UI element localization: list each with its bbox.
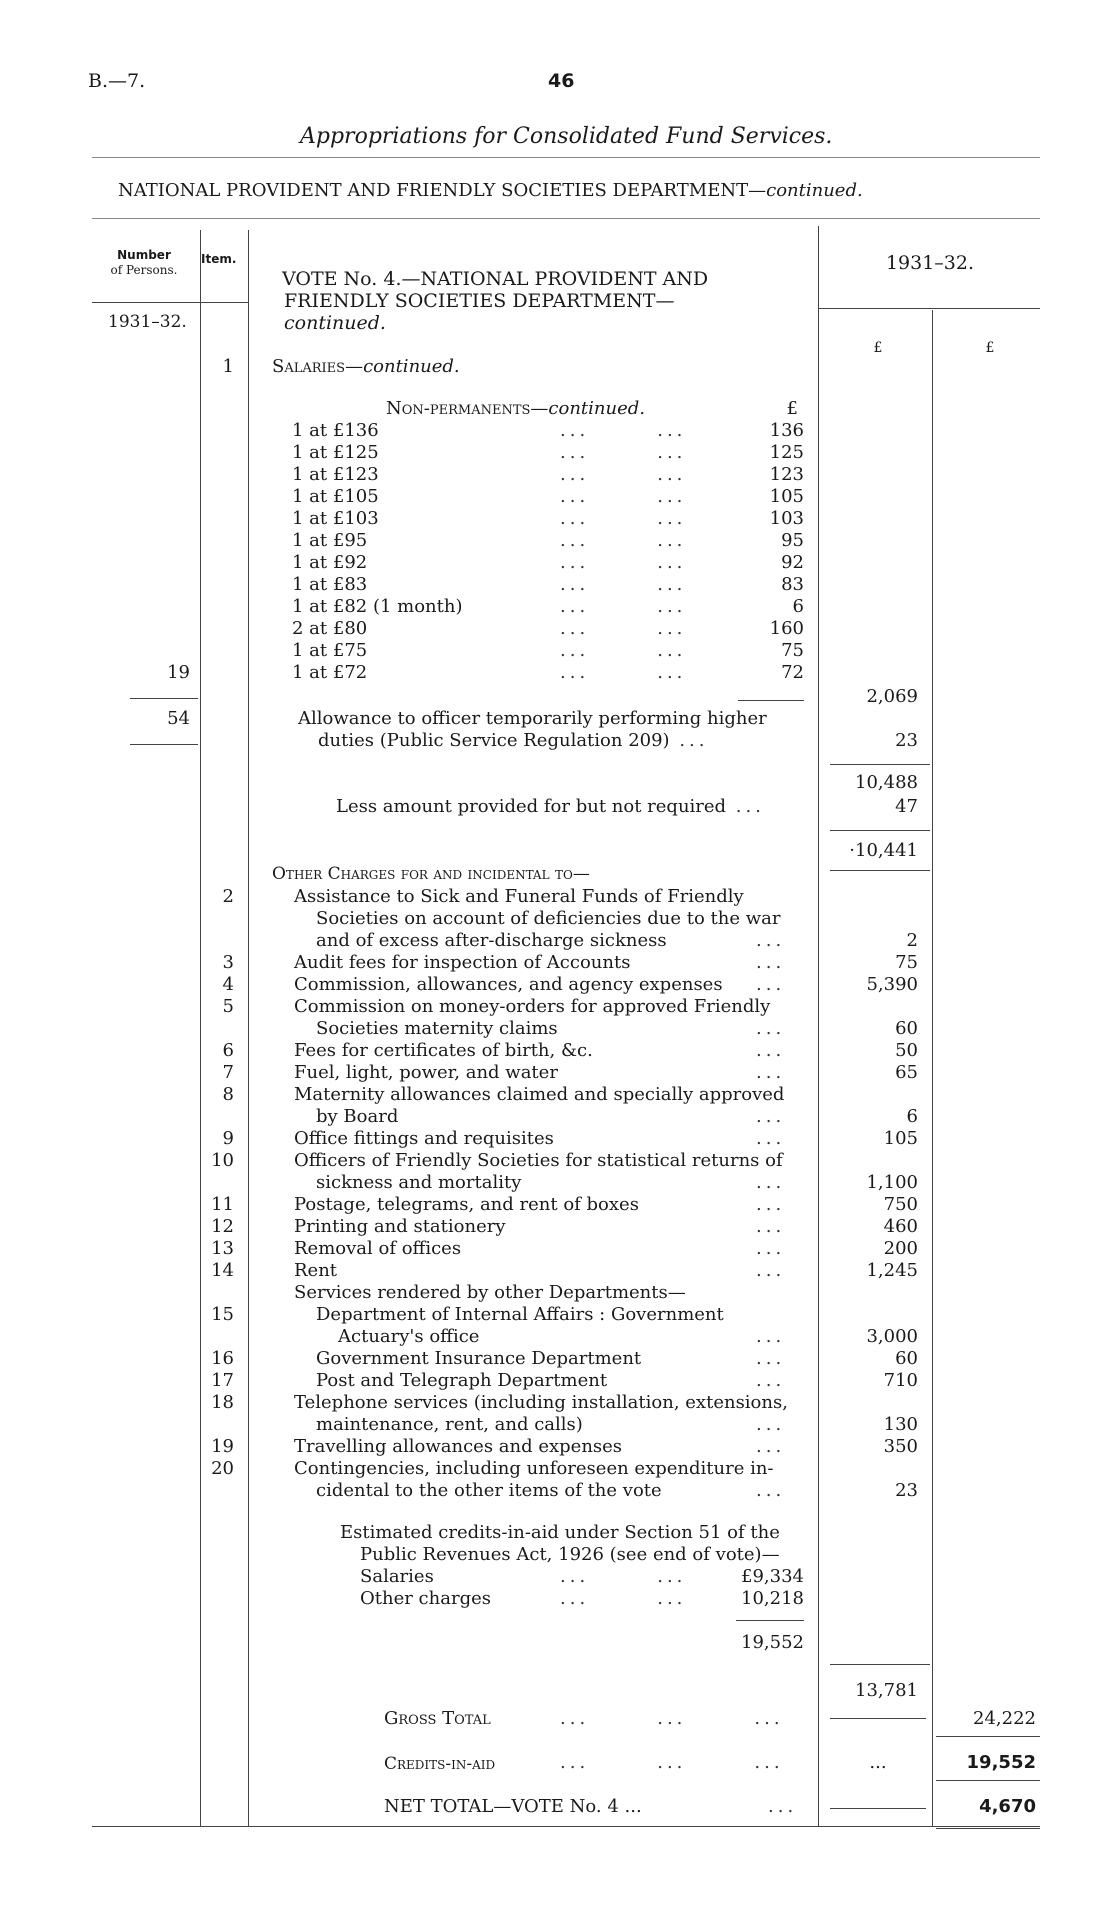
non-permanents-heading: Non-permanents—continued. <box>386 398 645 419</box>
credits-estimate-text: Estimated credits-in-aid under Section 51 of the Public Revenues Act, 1926 (see end of vote)— <box>340 1522 780 1565</box>
department-main: NATIONAL PROVIDENT AND FRIENDLY SOCIETIES DEPARTMENT <box>118 180 749 201</box>
charge-amount: 750 <box>883 1194 918 1215</box>
charge-leader: ... <box>756 1106 786 1127</box>
item-number: 4 <box>222 974 234 995</box>
credits-total-rule <box>736 1620 804 1621</box>
charge-leader: ... <box>756 1370 786 1391</box>
item-number: 9 <box>222 1128 234 1149</box>
charge-leader: ... <box>756 1260 786 1281</box>
item-number: 11 <box>211 1194 234 1215</box>
salary-row-amount: 83 <box>781 574 804 595</box>
title-rule <box>92 157 1040 158</box>
number-of-persons-header: Number of Persons. <box>110 248 178 277</box>
salary-row-amount: 72 <box>781 662 804 683</box>
salary-row-label: 1 at £82 (1 month) <box>292 596 463 617</box>
salary-row-amount: 123 <box>769 464 804 485</box>
allowance-text: Allowance to officer temporarily performing higher duties (Public Service Regulation 209) ... <box>298 708 767 751</box>
salaries-net: ·10,441 <box>849 840 918 861</box>
charge-leader: ... <box>756 1414 786 1435</box>
salary-row-amount: 160 <box>769 618 804 639</box>
salary-row-label: 1 at £123 <box>292 464 379 485</box>
allowance-amount: 23 <box>895 730 918 751</box>
charge-leader: ... <box>756 1062 786 1083</box>
item-number: 12 <box>211 1216 234 1237</box>
salary-row-label: 1 at £103 <box>292 508 379 529</box>
charge-line: sickness and mortality <box>316 1172 522 1193</box>
salary-row-leader: ... ... <box>560 640 687 661</box>
item-number: 15 <box>211 1304 234 1325</box>
charge-leader: ... <box>756 1194 786 1215</box>
gross-total-label: Gross Total <box>384 1708 491 1729</box>
gross-total-leader: ... ... ... <box>560 1708 784 1729</box>
charge-amount: 1,245 <box>866 1260 918 1281</box>
charge-line: Societies maternity claims <box>316 1018 558 1039</box>
salary-row-amount: 95 <box>781 530 804 551</box>
charge-amount: 710 <box>883 1370 918 1391</box>
department-heading <box>118 180 863 201</box>
item-number: 19 <box>211 1436 234 1457</box>
item-number: 5 <box>222 996 234 1017</box>
charge-amount: 65 <box>895 1062 918 1083</box>
amount-column-rule <box>818 226 819 1826</box>
salary-row-amount: 92 <box>781 552 804 573</box>
item-number: 16 <box>211 1348 234 1369</box>
charge-line: Printing and stationery <box>294 1216 506 1237</box>
salaries-sum-rule <box>830 764 930 765</box>
salary-row-label: 1 at £72 <box>292 662 368 683</box>
salary-row-label: 1 at £92 <box>292 552 368 573</box>
services-heading: Services rendered by other Departments— <box>294 1282 686 1303</box>
total-persons: 54 <box>167 708 190 729</box>
estimate-year-header: 1931–32. <box>885 252 975 274</box>
less-amount-text: Less amount provided for but not required ... <box>336 796 765 817</box>
item-number: 7 <box>222 1062 234 1083</box>
charge-line: and of excess after-discharge sickness <box>316 930 667 951</box>
item-header: Item. <box>201 252 237 266</box>
gross-total-rule <box>936 1736 1040 1737</box>
salary-subtotal: 2,069 <box>866 686 918 707</box>
salary-row-leader: ... ... <box>560 574 687 595</box>
charge-line: Government Insurance Department <box>316 1348 642 1369</box>
credits-in-aid-leader: ... ... ... <box>560 1752 784 1773</box>
salary-row-label: 2 at £80 <box>292 618 368 639</box>
department-suffix: —continued. <box>748 180 863 201</box>
credits-estimate-total: 19,552 <box>741 1632 804 1653</box>
net-total-label: NET TOTAL—VOTE No. 4 ... <box>384 1796 642 1817</box>
bottom-rule <box>92 1826 1040 1827</box>
charge-amount: 200 <box>883 1238 918 1259</box>
charge-leader: ... <box>756 1238 786 1259</box>
less-amount: 47 <box>895 796 918 817</box>
gross-total-amount: 24,222 <box>973 1708 1036 1729</box>
salary-row-leader: ... ... <box>560 486 687 507</box>
item-number: 17 <box>211 1370 234 1391</box>
year-split-rule <box>818 308 1040 309</box>
charge-amount: 1,100 <box>866 1172 918 1193</box>
charge-amount: 130 <box>883 1414 918 1435</box>
salary-row-leader: ... ... <box>560 552 687 573</box>
charge-leader: ... <box>756 1348 786 1369</box>
charge-line: Fees for certificates of birth, &c. <box>294 1040 593 1061</box>
charges-total-rule <box>830 1664 930 1665</box>
charge-leader: ... <box>756 1480 786 1501</box>
credits-salaries-leader: ... ... <box>560 1566 687 1587</box>
item-column-rule <box>200 230 201 1826</box>
charge-amount: 2 <box>906 930 918 951</box>
credits-in-aid-mid: ... <box>869 1752 887 1773</box>
salary-row-amount: 105 <box>769 486 804 507</box>
charge-leader: ... <box>756 1040 786 1061</box>
credits-salaries-label: Salaries <box>360 1566 434 1587</box>
salary-row-amount: 103 <box>769 508 804 529</box>
charge-leader: ... <box>756 1172 786 1193</box>
credits-total-rule <box>936 1780 1040 1781</box>
charge-line: Postage, telegrams, and rent of boxes <box>294 1194 639 1215</box>
charge-amount: 6 <box>906 1106 918 1127</box>
salary-row-label: 1 at £75 <box>292 640 368 661</box>
salary-row-label: 1 at £83 <box>292 574 368 595</box>
header-split-rule <box>92 302 248 303</box>
charge-line: Removal of offices <box>294 1238 462 1259</box>
net-mid-rule <box>830 1808 926 1809</box>
salary-row-leader: ... ... <box>560 464 687 485</box>
charge-line: Officers of Friendly Societies for statistical returns of <box>294 1150 783 1171</box>
salary-row-leader: ... ... <box>560 618 687 639</box>
charge-line: Department of Internal Affairs : Government <box>316 1304 724 1325</box>
charge-line: Maternity allowances claimed and specially approved <box>294 1084 785 1105</box>
vote-heading: VOTE No. 4.—NATIONAL PROVIDENT AND FRIENDLY SOCIETIES DEPARTMENT— continued. <box>282 268 709 334</box>
credits-other-amount: 10,218 <box>741 1588 804 1609</box>
salaries-net-rule <box>830 830 930 831</box>
charge-amount: 105 <box>883 1128 918 1149</box>
item-number: 1 <box>222 356 234 377</box>
charge-line: Contingencies, including unforeseen expenditure in- <box>294 1458 774 1479</box>
salary-row-leader: ... ... <box>560 420 687 441</box>
total-persons-rule <box>130 744 198 745</box>
salary-row-amount: 75 <box>781 640 804 661</box>
charge-line: Audit fees for inspection of Accounts <box>294 952 631 973</box>
department-rule <box>92 218 1040 219</box>
salary-row-amount: 125 <box>769 442 804 463</box>
charge-line: Assistance to Sick and Funeral Funds of Friendly <box>294 886 744 907</box>
page-number: 46 <box>548 70 575 92</box>
document-reference: B.—7. <box>88 70 146 92</box>
salary-row-label: 1 at £125 <box>292 442 379 463</box>
persons-year-header: 1931–32. <box>108 312 187 332</box>
item-number: 10 <box>211 1150 234 1171</box>
other-charges-total: 13,781 <box>855 1680 918 1701</box>
net-total-leader: ... <box>768 1796 798 1817</box>
salary-row-leader: ... ... <box>560 530 687 551</box>
charge-line: Rent <box>294 1260 338 1281</box>
net-total-double-rule <box>936 1828 1040 1829</box>
charge-amount: 60 <box>895 1348 918 1369</box>
credits-salaries-amount: £9,334 <box>741 1566 804 1587</box>
charge-leader: ... <box>756 1436 786 1457</box>
page-title: Appropriations for Consolidated Fund Services. <box>300 124 833 149</box>
charge-line: Societies on account of deficiencies due to the war <box>316 908 781 929</box>
salary-row-leader: ... ... <box>560 508 687 529</box>
charge-line: Telephone services (including installation, extensions, <box>294 1392 788 1413</box>
salary-row-label: 1 at £105 <box>292 486 379 507</box>
item-number: 2 <box>222 886 234 907</box>
credits-other-leader: ... ... <box>560 1588 687 1609</box>
net-total-amount: 4,670 <box>979 1796 1036 1817</box>
charge-amount: 460 <box>883 1216 918 1237</box>
charge-leader: ... <box>756 974 786 995</box>
pound-header-2: £ <box>985 340 995 356</box>
description-column-rule <box>248 230 249 1826</box>
charge-amount: 5,390 <box>866 974 918 995</box>
charge-amount: 50 <box>895 1040 918 1061</box>
other-charges-heading: Other Charges for and incidental to— <box>272 864 590 884</box>
salary-row-amount: 136 <box>769 420 804 441</box>
item-number: 3 <box>222 952 234 973</box>
credits-in-aid-amount: 19,552 <box>966 1752 1036 1773</box>
salary-row-label: 1 at £136 <box>292 420 379 441</box>
charge-line: Travelling allowances and expenses <box>294 1436 623 1457</box>
charge-leader: ... <box>756 1018 786 1039</box>
salary-row-label: 1 at £95 <box>292 530 368 551</box>
charge-line: maintenance, rent, and calls) <box>316 1414 583 1435</box>
pound-header-1: £ <box>873 340 883 356</box>
credits-in-aid-label: Credits-in-aid <box>384 1754 496 1774</box>
salary-row-leader: ... ... <box>560 442 687 463</box>
charge-amount: 75 <box>895 952 918 973</box>
salaries-gross: 10,488 <box>855 772 918 793</box>
item-number: 8 <box>222 1084 234 1105</box>
persons-rule <box>130 698 198 699</box>
salary-subtotal-rule <box>738 700 804 701</box>
charge-line: Commission on money-orders for approved Friendly <box>294 996 771 1017</box>
salary-row-amount: 6 <box>792 596 804 617</box>
salaries-heading: Salaries—continued. <box>272 356 460 377</box>
credits-other-label: Other charges <box>360 1588 491 1609</box>
charge-leader: ... <box>756 1216 786 1237</box>
charge-line: cidental to the other items of the vote <box>316 1480 662 1501</box>
charge-line: Fuel, light, power, and water <box>294 1062 558 1083</box>
charge-amount: 23 <box>895 1480 918 1501</box>
item-number: 13 <box>211 1238 234 1259</box>
item-number: 18 <box>211 1392 234 1413</box>
charge-line: Office fittings and requisites <box>294 1128 554 1149</box>
charge-leader: ... <box>756 930 786 951</box>
salaries-net-underline <box>830 870 930 871</box>
charge-leader: ... <box>756 952 786 973</box>
charge-leader: ... <box>756 1326 786 1347</box>
gross-mid-rule <box>830 1718 926 1719</box>
charge-line: Commission, allowances, and agency expenses <box>294 974 723 995</box>
charge-amount: 60 <box>895 1018 918 1039</box>
charge-line: Actuary's office <box>338 1326 480 1347</box>
non-permanents-pound: £ <box>786 398 798 419</box>
item-number: 14 <box>211 1260 234 1281</box>
salary-row-leader: ... ... <box>560 596 687 617</box>
charge-amount: 350 <box>883 1436 918 1457</box>
charge-line: by Board <box>316 1106 399 1127</box>
total-column-rule <box>932 310 933 1826</box>
charge-line: Post and Telegraph Department <box>316 1370 608 1391</box>
persons-count: 19 <box>167 662 190 683</box>
item-number: 20 <box>211 1458 234 1479</box>
charge-amount: 3,000 <box>866 1326 918 1347</box>
charge-leader: ... <box>756 1128 786 1149</box>
item-number: 6 <box>222 1040 234 1061</box>
salary-row-leader: ... ... <box>560 662 687 683</box>
